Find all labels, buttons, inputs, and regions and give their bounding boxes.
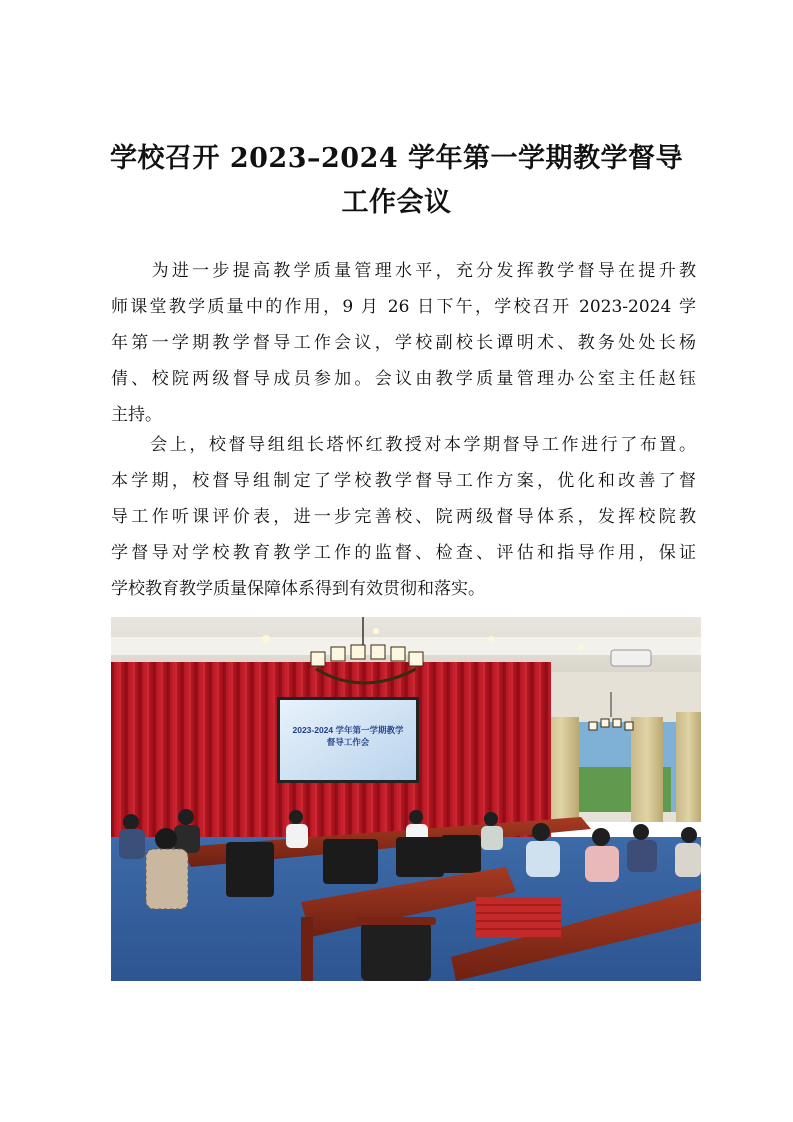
paragraph-line: 主持。 bbox=[111, 405, 162, 425]
paragraph-line: 本学期，校督导组制定了学校教学督导工作方案，优化和改善了督 bbox=[111, 471, 696, 491]
title-line-1: 学校召开 2023–2024 学年第一学期教学督导 bbox=[109, 143, 684, 174]
paragraph-line: 倩、校院两级督导成员参加。会议由教学质量管理办公室主任赵钰 bbox=[111, 369, 696, 389]
paragraph-line: 师课堂教学质量中的作用，9 月 26 日下午，学校召开 2023-2024 学 bbox=[111, 297, 696, 317]
paragraph-1 bbox=[111, 253, 696, 433]
paragraph-line: 学督导对学校教育教学工作的监督、检查、评估和指导作用，保证 bbox=[111, 543, 696, 563]
title-line-2: 工作会议 bbox=[341, 187, 452, 218]
paragraph-line: 学校教育教学质量保障体系得到有效贯彻和落实。 bbox=[111, 579, 485, 599]
screen-title-line-2: 督导工作会 bbox=[326, 737, 370, 747]
paragraph-line: 年第一学期教学督导工作会议，学校副校长谭明术、教务处处长杨 bbox=[111, 333, 696, 353]
page-title bbox=[100, 137, 693, 225]
screen-title-line-1: 2023-2024 学年第一学期教学 bbox=[292, 725, 404, 735]
paragraph-line: 导工作听课评价表，进一步完善校、院两级督导体系，发挥校院教 bbox=[111, 507, 696, 527]
meeting-photo bbox=[111, 617, 701, 981]
paragraph-2 bbox=[111, 427, 696, 607]
paragraph-line: 为进一步提高教学质量管理水平，充分发挥教学督导在提升教 bbox=[111, 261, 696, 281]
paragraph-line: 会上，校督导组组长塔怀红教授对本学期督导工作进行了布置。 bbox=[111, 435, 696, 455]
